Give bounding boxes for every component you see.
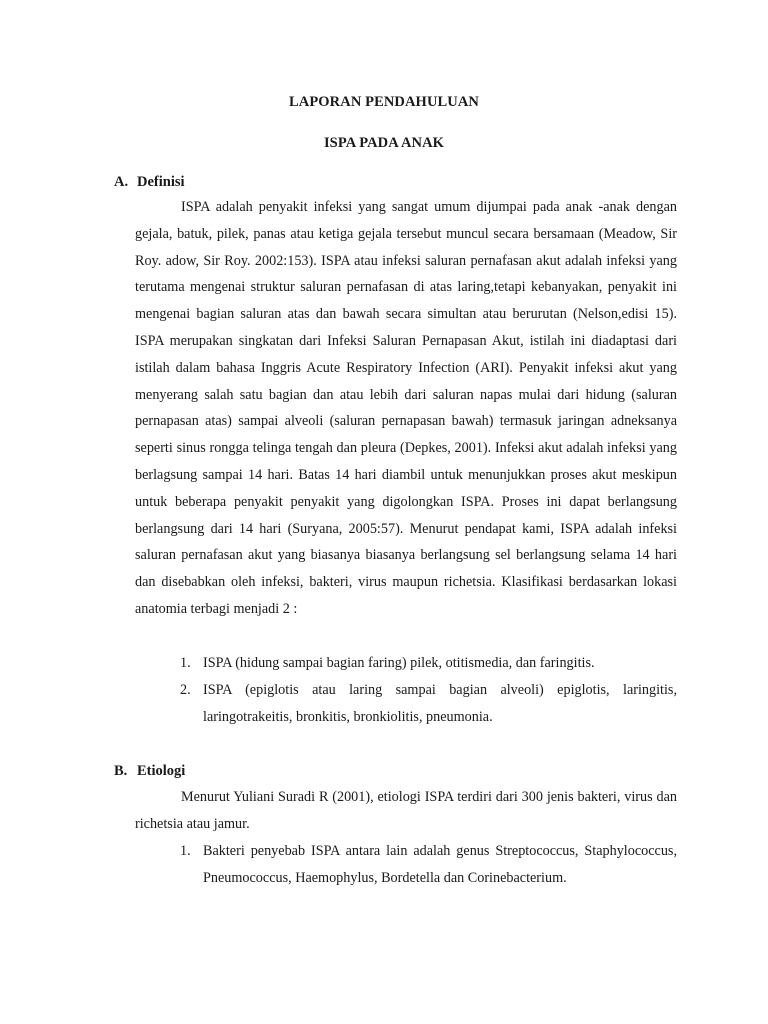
list-text: ISPA (epiglotis atau laring sampai bagian alveoli) epiglotis, laringitis, laringotrakeitis, bronkitis, bronkiolitis, pneumonia.	[203, 681, 677, 725]
list-text: ISPA (hidung sampai bagian faring) pilek, otitismedia, dan faringitis.	[203, 655, 595, 671]
list-number: 1.	[180, 655, 191, 671]
section-b-heading	[114, 763, 185, 780]
list-number: 1.	[180, 843, 191, 859]
section-b-paragraph: Menurut Yuliani Suradi R (2001), etiologi ISPA terdiri dari 300 jenis bakteri, virus dan richetsia atau jamur.	[135, 789, 677, 832]
list-number: 2.	[180, 681, 191, 698]
document-subtitle: ISPA PADA ANAK	[323, 135, 445, 151]
section-letter: A.	[114, 174, 129, 190]
section-a-heading	[114, 174, 185, 191]
section-title: Definisi	[137, 174, 185, 190]
section-b-list	[180, 838, 677, 892]
list-item	[180, 677, 677, 731]
list-text: Bakteri penyebab ISPA antara lain adalah genus Streptococcus, Staphylococcus, Pneumococcus, Haemophylus, Bordetella dan Corinebacterium.	[203, 843, 677, 886]
list-item	[180, 650, 677, 677]
section-a-list	[180, 650, 677, 730]
section-a-paragraph: ISPA adalah penyakit infeksi yang sangat umum dijumpai pada anak -anak dengan gejala, batuk, pilek, panas atau ketiga gejala tersebut muncul secara bersamaan (Meadow, Sir Roy. adow, Sir Roy. 2002:153). ISPA atau infeksi saluran pernafasan akut adalah infeksi yang terutama mengenai struktur saluran pernafasan di atas laring,tetapi kebanyakan, penyakit ini mengenai bagian saluran atas dan bawah secara simultan atau berurutan (Nelson,edisi 15). ISPA merupakan singkatan dari Infeksi Saluran Pernapasan Akut, istilah ini diadaptasi dari istilah dalam bahasa Inggris Acute Respiratory Infection (ARI). Penyakit infeksi akut yang menyerang salah satu bagian dan atau lebih dari saluran napas mulai dari hidung (saluran pernapasan atas) sampai alveoli (saluran pernapasan bawah) termasuk jaringan adneksanya seperti sinus rongga telinga tengah dan pleura (Depkes, 2001). Infeksi akut adalah infeksi yang berlagsung sampai 14 hari. Batas 14 hari diambil untuk menunjukkan proses akut meskipun untuk beberapa penyakit penyakit yang digolongkan ISPA. Proses ini dapat berlangsung berlangsung dari 14 hari (Suryana, 2005:57). Menurut pendapat kami, ISPA adalah infeksi saluran pernafasan akut yang biasanya biasanya berlangsung sel berlangsung selama 14 hari dan disebabkan oleh infeksi, bakteri, virus maupun richetsia. Klasifikasi berdasarkan lokasi anatomia terbagi menjadi 2 :	[135, 199, 677, 617]
section-title: Etiologi	[137, 763, 186, 779]
section-letter: B.	[114, 763, 128, 779]
document-title: LAPORAN PENDAHULUAN	[289, 94, 479, 110]
list-item	[180, 838, 677, 892]
